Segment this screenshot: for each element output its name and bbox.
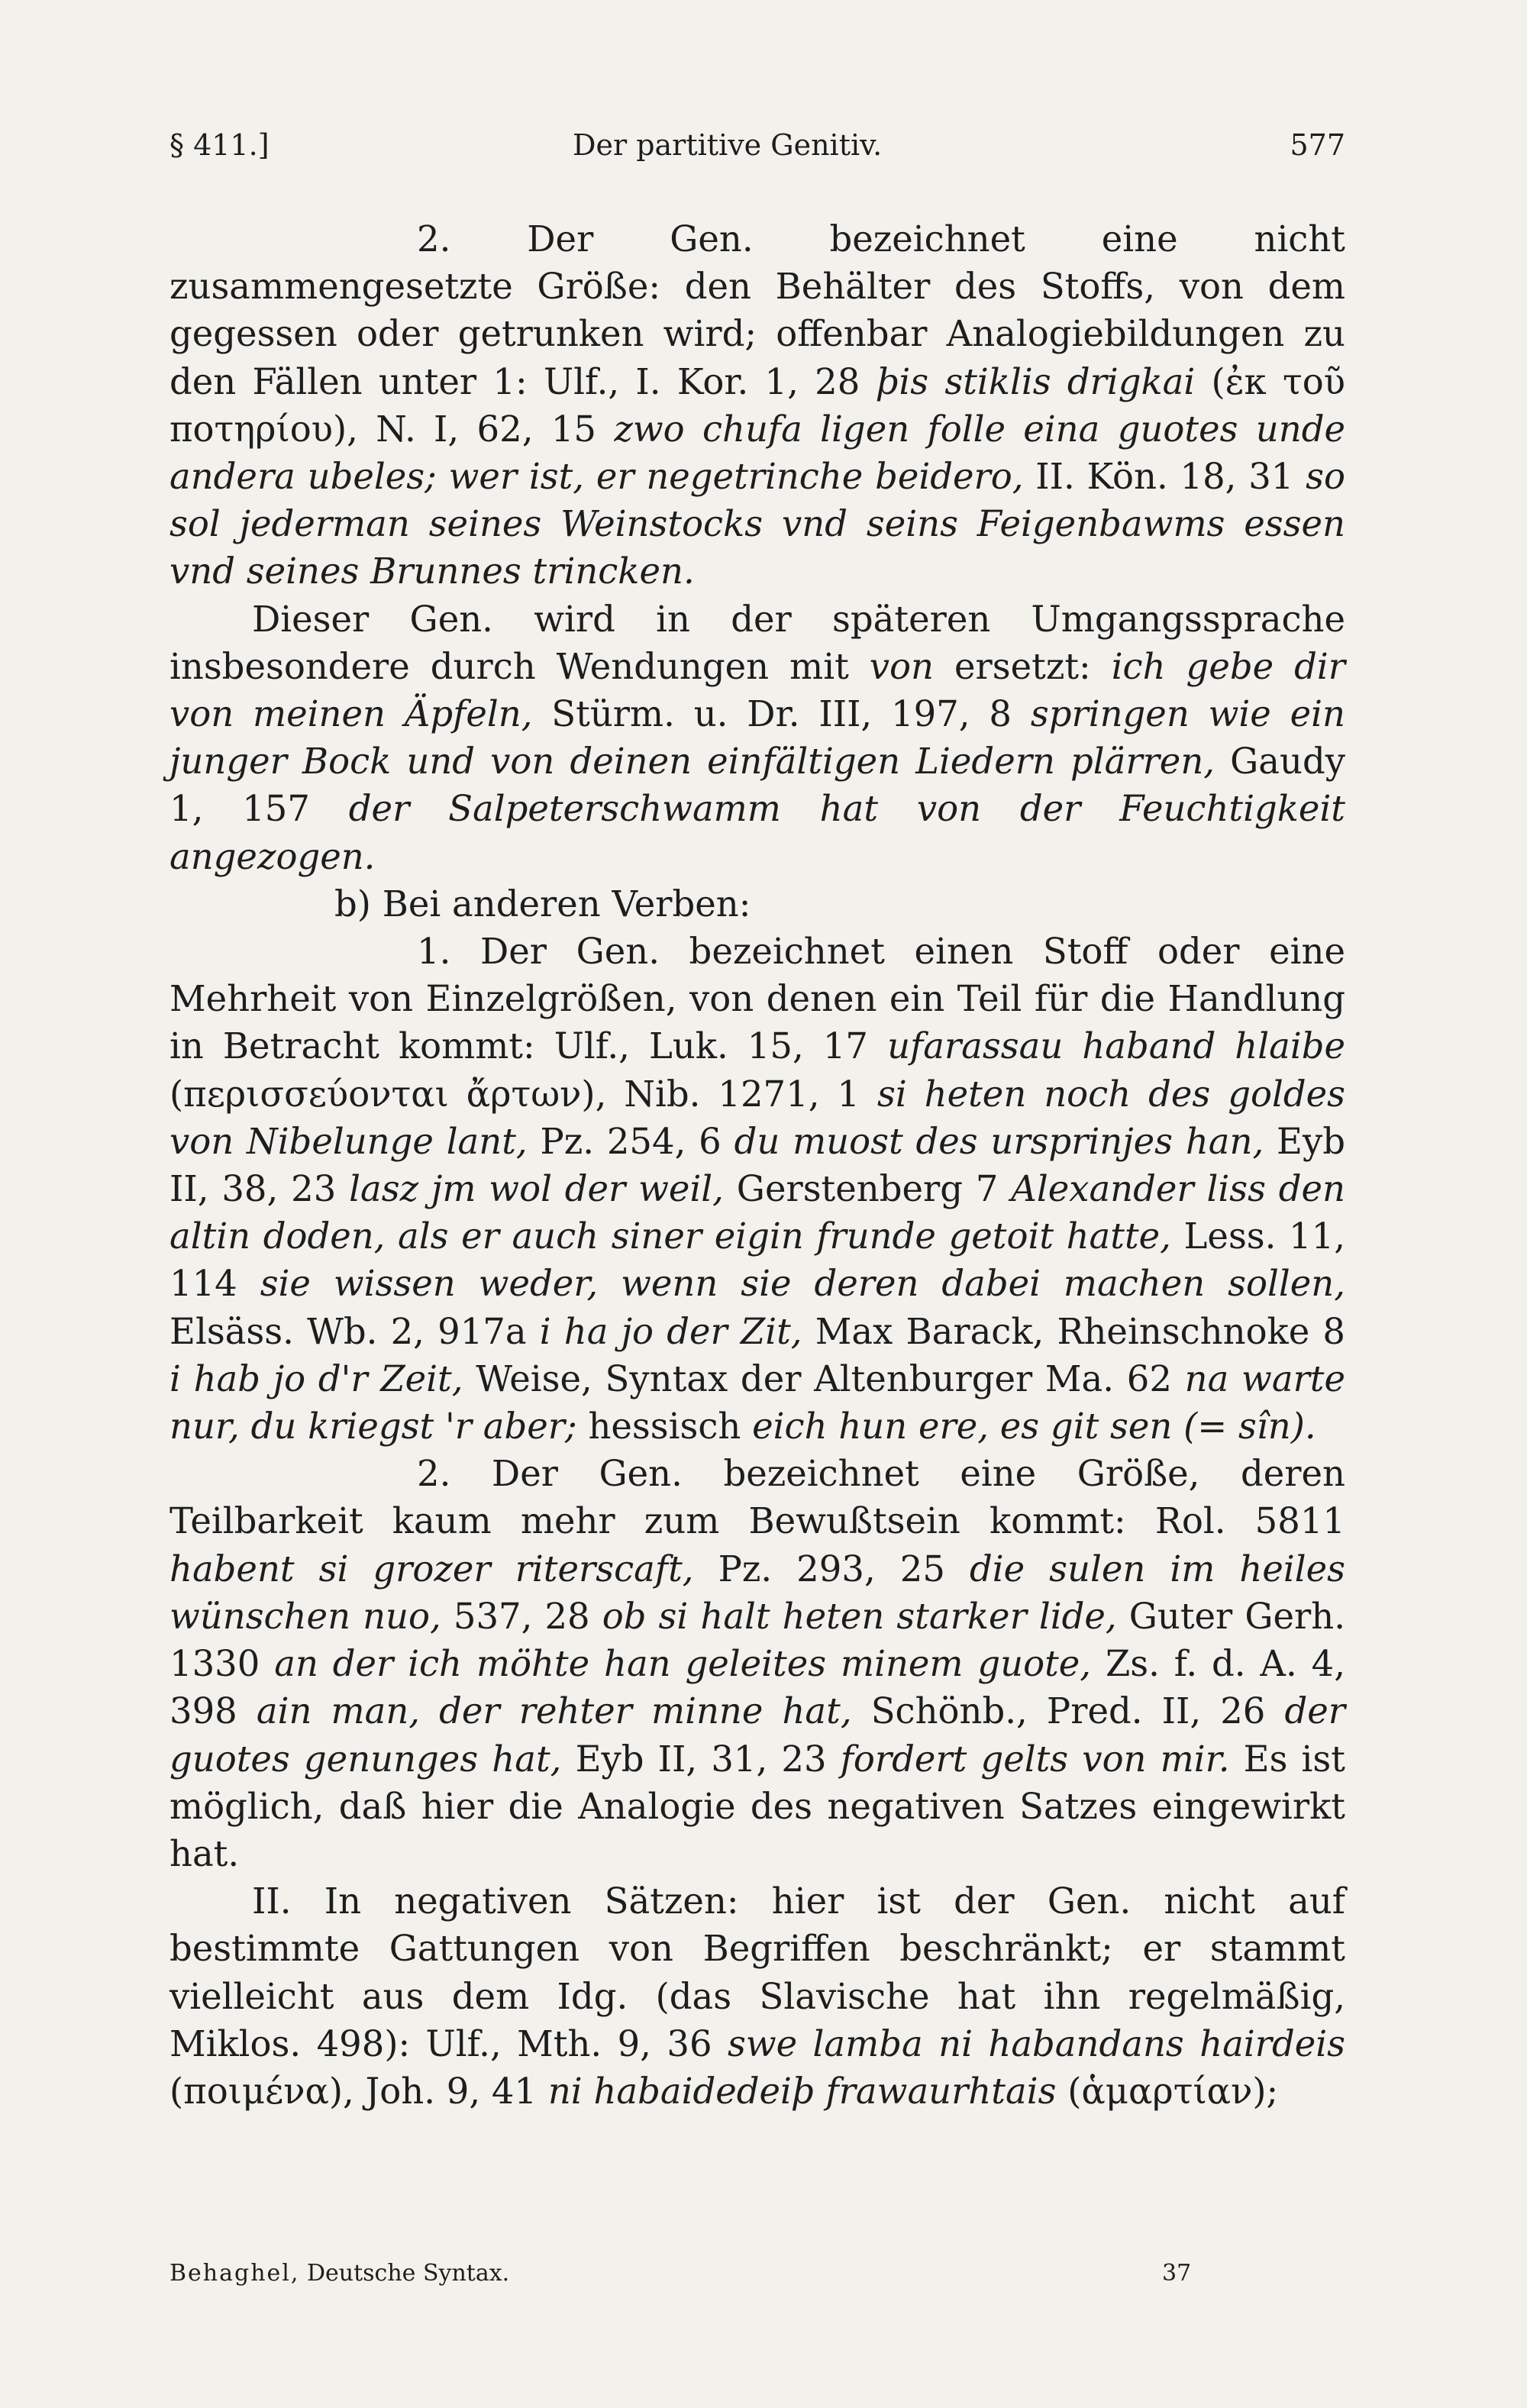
author-name: Behaghel, <box>169 2260 300 2287</box>
text-run: ersetzt: <box>934 645 1112 687</box>
italic-quotation: swe lamba ni habandans hairdeis <box>727 2022 1345 2064</box>
italic-quotation: eich hun ere, es git sen (= sîn). <box>752 1406 1316 1448</box>
section-reference: § 411.] <box>169 128 270 162</box>
text-run: II. Kön. 18, 31 <box>1023 456 1306 498</box>
italic-quotation: du muost des ursprinjes han, <box>734 1120 1264 1162</box>
italic-quotation: i ha jo der Zit, <box>539 1310 802 1352</box>
page-number: 577 <box>1290 128 1345 162</box>
italic-quotation: ni habaidedeiþ frawaurhtais <box>547 2070 1057 2112</box>
text-run: Eyb II, 31, 23 <box>561 1738 841 1780</box>
italic-quotation: ain man, der rehter minne hat, <box>256 1690 852 1732</box>
paragraph <box>169 596 1345 880</box>
italic-quotation: so sol jederman seines Weinstocks vnd seins Feigenbawms essen vnd seines Brunnes trincken. <box>169 456 1345 592</box>
sheet-number: 37 <box>1162 2260 1192 2287</box>
text-run: Gerstenberg 7 <box>723 1168 1012 1210</box>
text-run: (ἐκ τοῦ ποτηρίου), N. I, 62, 15 <box>169 360 1345 450</box>
body-text <box>169 215 1345 2115</box>
italic-quotation: von <box>869 645 934 687</box>
text-run: Zs. f. d. A. 4, 398 <box>169 1643 1346 1732</box>
paragraph <box>169 215 1345 596</box>
text-run: 1. Der Gen. bezeichnet einen Stoff oder eine Mehrheit von Einzelgrößen, von denen ein Teil für die Handlung in Betracht kommt: Ulf., Luk. 15, 17 <box>169 931 1345 1067</box>
italic-quotation: habent si grozer riterscaft, <box>169 1548 694 1590</box>
book-signature <box>169 2260 509 2287</box>
text-run: II. In negativen Sätzen: hier ist der Gen. nicht auf bestimmte Gattungen von Begriffen beschränkt; er stammt vielleicht aus dem Idg. (das Slavische hat ihn regelmäßig, Miklos. 498): Ulf., Mth. 9, 36 <box>169 1880 1345 2064</box>
text-run: Guter Gerh. 1330 <box>169 1595 1345 1685</box>
text-run: hessisch <box>576 1406 753 1448</box>
text-run: Less. 11, 114 <box>169 1215 1345 1305</box>
paragraph <box>169 880 1345 928</box>
book-title: Deutsche Syntax. <box>299 2260 510 2287</box>
italic-quotation: ob si halt heten starker lide, <box>602 1595 1117 1637</box>
italic-quotation: die sulen im heiles wünschen nuo, <box>169 1548 1345 1637</box>
italic-quotation: Alexander liss den altin doden, als er auch siner eigin frunde getoit hatte, <box>169 1168 1345 1257</box>
text-run: 537, 28 <box>441 1595 602 1637</box>
text-run: Pz. 293, 25 <box>693 1548 970 1590</box>
text-run: (ποιμένα), Joh. 9, 41 <box>169 2070 548 2112</box>
running-header <box>169 128 1345 182</box>
italic-quotation: ufarassau haband hlaibe <box>887 1025 1345 1067</box>
text-run: 2. Der Gen. bezeichnet eine Größe, deren Teilbarkeit kaum mehr zum Bewußtsein kommt: Rol. 5811 <box>169 1453 1345 1542</box>
italic-quotation: springen wie ein junger Bock und von deinen einfältigen Liedern plärren, <box>169 693 1345 783</box>
italic-quotation: fordert gelts von mir. <box>840 1738 1230 1780</box>
text-run: (ἁμαρτίαν); <box>1056 2070 1279 2112</box>
italic-quotation: na warte nur, du kriegst 'r aber; <box>169 1357 1345 1448</box>
italic-quotation: sie wissen weder, wenn sie deren dabei machen sollen, <box>260 1263 1345 1305</box>
text-run: b) Bei anderen Verben: <box>334 883 751 925</box>
text-run: Gaudy 1, 157 <box>169 741 1345 830</box>
italic-quotation: zwo chufa ligen folle eina guotes unde andera ubeles; wer ist, er negetrinche beidero, <box>169 408 1345 498</box>
italic-quotation: der guotes genunges hat, <box>169 1690 1346 1780</box>
text-run: Eyb II, 38, 23 <box>169 1120 1346 1210</box>
text-run: Pz. 254, 6 <box>527 1120 734 1162</box>
text-run: Max Barack, Rheinschnoke 8 <box>802 1310 1346 1352</box>
italic-quotation: der Salpeterschwamm hat von der Feuchtigkeit angezogen. <box>169 788 1345 877</box>
text-run: (περισσεύονται ἄρτων), Nib. 1271, 1 <box>169 1073 877 1115</box>
text-run: Elsäss. Wb. 2, 917a <box>169 1310 540 1352</box>
text-run: Stürm. u. Dr. III, 197, 8 <box>532 693 1031 735</box>
paragraph <box>169 1450 1345 1877</box>
italic-quotation: þis stiklis drigkai <box>876 360 1196 402</box>
italic-quotation: lasz jm wol der weil, <box>349 1168 724 1210</box>
text-run: Schönb., Pred. II, 26 <box>851 1690 1285 1732</box>
text-run: Weise, Syntax der Altenburger Ma. 62 <box>463 1357 1185 1399</box>
italic-quotation: an der ich möhte han geleites minem guote, <box>274 1643 1092 1685</box>
text-run: 2. Der Gen. bezeichnet eine nicht zusammengesetzte Größe: den Behälter des Stoffs, von dem gegessen oder getrunken wird; offenbar Analogiebildungen zu den Fällen unter 1: Ulf., I. Kor. 1, 28 <box>169 218 1345 402</box>
paragraph <box>169 1877 1345 2115</box>
italic-quotation: si heten noch des goldes von Nibelunge lant, <box>169 1073 1345 1162</box>
text-run: Es ist möglich, daß hier die Analogie des negativen Satzes eingewirkt hat. <box>169 1738 1345 1874</box>
italic-quotation: ich gebe dir von meinen Äpfeln, <box>169 645 1345 735</box>
italic-quotation: i hab jo d'r Zeit, <box>169 1357 463 1399</box>
running-title: Der partitive Genitiv. <box>573 128 883 162</box>
text-run: Dieser Gen. wird in der späteren Umgangssprache insbesondere durch Wendungen mit <box>169 598 1345 687</box>
paragraph <box>169 928 1345 1450</box>
